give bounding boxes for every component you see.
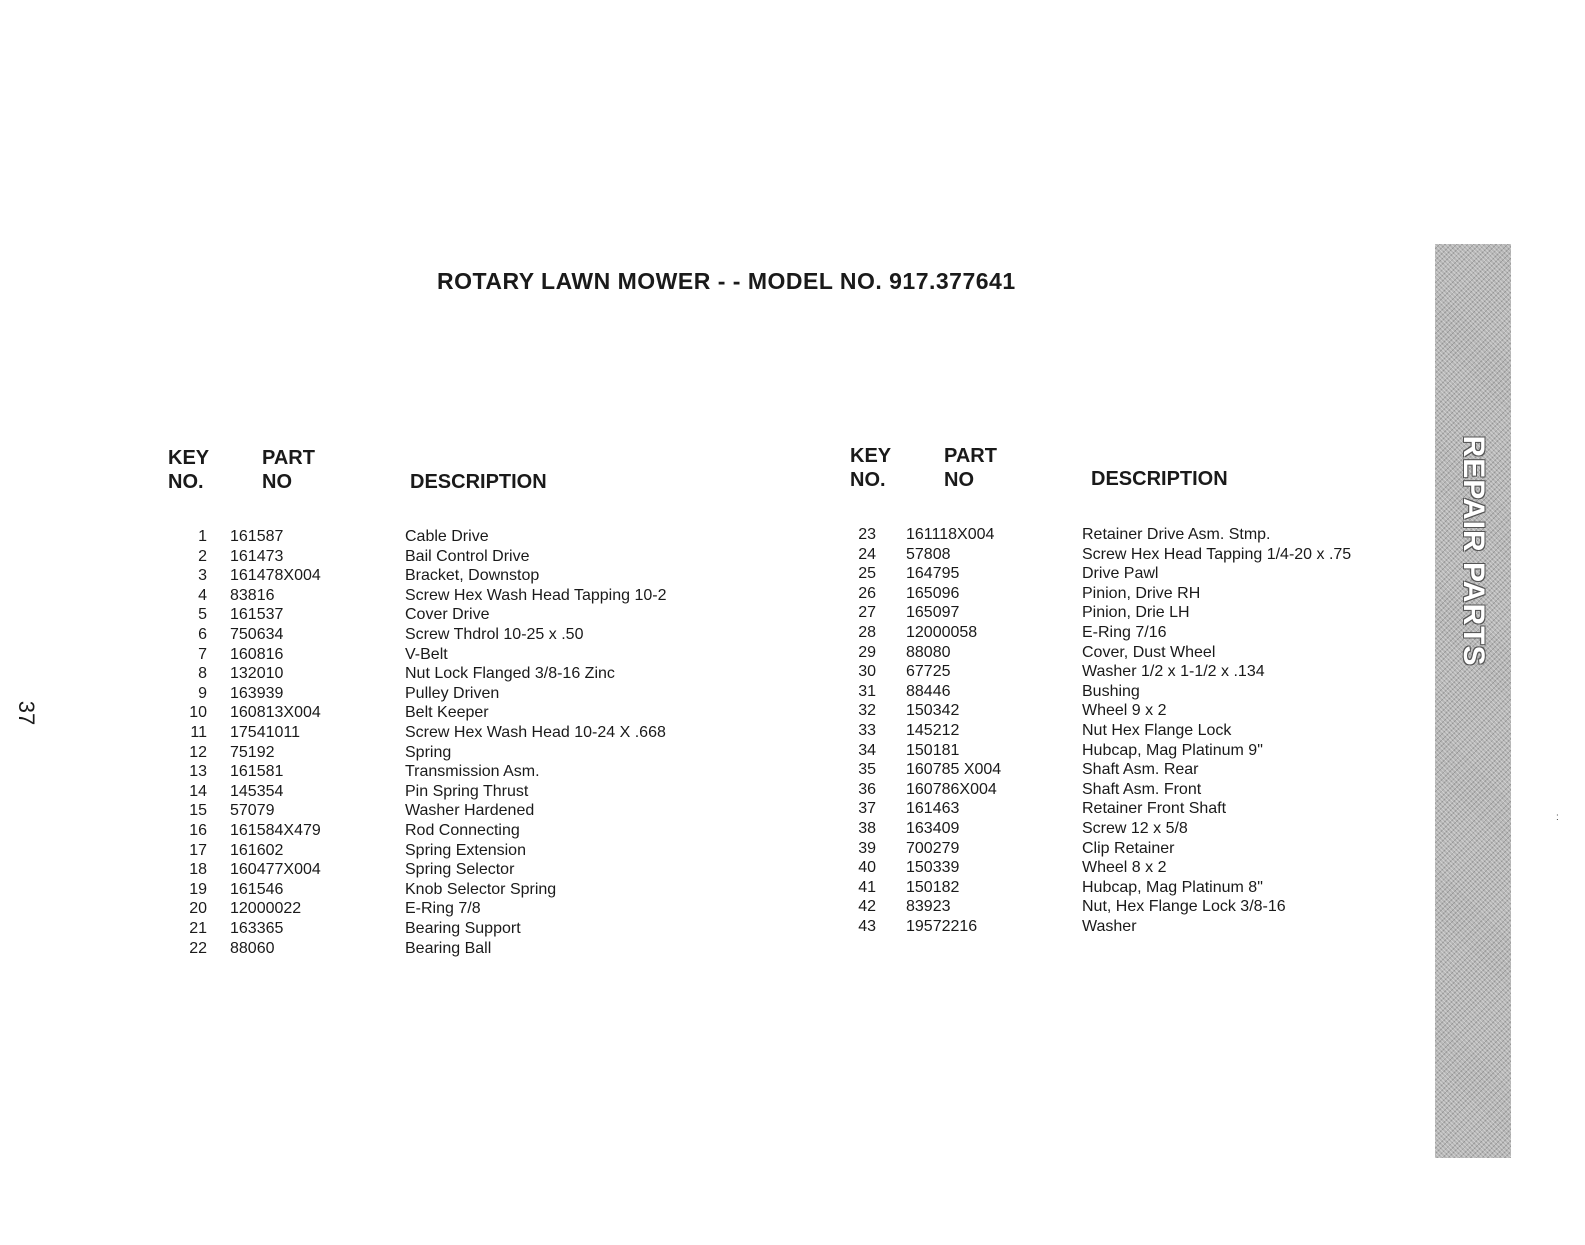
part-description: Hubcap, Mag Platinum 9" [1082, 741, 1263, 759]
key-number: 15 [189, 802, 207, 820]
list-item [0, 760, 1400, 780]
part-number: 163365 [230, 920, 284, 937]
key-number: 12 [189, 743, 207, 761]
key-number: 36 [858, 780, 876, 798]
right-header-key-line1: KEY [850, 445, 892, 467]
part-number: 88080 [906, 643, 951, 661]
part-description: Washer 1/2 x 1-1/2 x .134 [1082, 663, 1265, 681]
list-item [0, 878, 1400, 898]
right-header-part-line1: PART [944, 445, 997, 467]
part-description: Bearing Support [405, 920, 521, 937]
part-number: 150339 [906, 859, 960, 877]
part-description: Nut Hex Flange Lock [1082, 722, 1232, 739]
part-description: Pinion, Drive RH [1082, 584, 1201, 602]
key-number: 13 [189, 763, 207, 781]
part-number: 161546 [230, 880, 284, 898]
key-number: 35 [858, 761, 876, 779]
key-number: 17 [189, 841, 207, 859]
key-number: 41 [858, 878, 876, 896]
list-item [0, 741, 1400, 761]
part-description: Hubcap, Mag Platinum 8" [1082, 878, 1263, 896]
key-number: 32 [858, 702, 876, 720]
part-number: 12000022 [230, 900, 302, 918]
list-item [0, 584, 1400, 604]
key-number: 38 [858, 820, 876, 837]
part-number: 75192 [230, 743, 275, 761]
part-number: 165096 [906, 584, 960, 602]
part-description: Screw Thdrol 10-25 x .50 [405, 626, 584, 643]
part-description: Knob Selector Spring [405, 880, 557, 898]
part-number: 150181 [906, 741, 960, 759]
part-description: Pinion, Drie LH [1082, 604, 1190, 622]
key-number: 6 [198, 626, 207, 643]
repair-parts-tab [1435, 244, 1511, 1158]
part-description: Retainer Front Shaft [1082, 800, 1227, 818]
part-number: 160786X004 [906, 780, 997, 798]
part-number: 132010 [230, 665, 284, 683]
key-number: 40 [858, 859, 876, 877]
part-number: 17541011 [230, 724, 300, 741]
part-number: 57808 [906, 545, 951, 563]
left-header-part [262, 446, 315, 494]
part-number: 160813X004 [230, 704, 321, 722]
part-number: 165097 [906, 604, 960, 622]
part-number: 19572216 [906, 918, 978, 935]
part-description: E-Ring 7/8 [405, 900, 481, 918]
part-number: 67725 [906, 663, 951, 681]
list-item [0, 545, 1400, 565]
part-number: 88060 [230, 939, 275, 957]
part-description: Screw Hex Head Tapping 1/4-20 x .75 [1082, 545, 1352, 563]
part-description: Wheel 9 x 2 [1082, 702, 1167, 720]
part-description: Cover Drive [405, 606, 490, 624]
list-item [0, 721, 1400, 741]
key-number: 34 [858, 741, 876, 759]
part-description: Nut Lock Flanged 3/8-16 Zinc [405, 665, 615, 683]
part-description: Nut, Hex Flange Lock 3/8-16 [1082, 898, 1286, 916]
part-number: 700279 [906, 839, 960, 857]
key-number: 42 [858, 898, 876, 916]
list-item [0, 839, 1400, 859]
list-item [0, 623, 1400, 643]
list-item [0, 682, 1400, 702]
part-description: Retainer Drive Asm. Stmp. [1082, 526, 1271, 543]
part-description: Pulley Driven [405, 684, 500, 702]
key-number: 26 [858, 584, 876, 602]
key-number: 4 [198, 586, 207, 604]
part-number: 160785 X004 [906, 761, 1002, 779]
part-number: 161537 [230, 606, 284, 624]
part-number: 161473 [230, 547, 284, 565]
part-description: E-Ring 7/16 [1082, 624, 1167, 641]
list-item [0, 858, 1400, 878]
part-number: 88446 [906, 682, 951, 700]
list-item [0, 643, 1400, 663]
part-number: 161587 [230, 528, 284, 545]
part-description: Cable Drive [405, 528, 489, 545]
left-header-part-line1: PART [262, 447, 315, 469]
left-header-part-line2: NO [262, 471, 292, 493]
key-number: 9 [198, 684, 207, 702]
right-header-part [944, 444, 997, 492]
list-item [0, 525, 1400, 545]
part-description: Drive Pawl [1082, 565, 1159, 583]
right-header-key [850, 444, 891, 492]
part-number: 83816 [230, 586, 275, 604]
key-number: 43 [858, 918, 876, 935]
left-header-key-line2: NO. [168, 471, 204, 493]
key-number: 29 [858, 643, 876, 661]
part-description: Shaft Asm. Rear [1082, 761, 1199, 779]
list-item [0, 662, 1400, 682]
key-number: 24 [858, 545, 876, 563]
key-number: 19 [189, 880, 207, 898]
key-number: 11 [190, 724, 207, 741]
key-number: 23 [858, 526, 876, 543]
part-description: Wheel 8 x 2 [1082, 859, 1167, 877]
part-number: 160477X004 [230, 861, 321, 879]
right-header-key-line2: NO. [850, 469, 886, 491]
right-header-part-line2: NO [944, 469, 974, 491]
key-number: 28 [858, 624, 876, 641]
repair-parts-tab-label: REPAIR PARTS [1457, 435, 1490, 667]
key-number: 39 [858, 839, 876, 857]
key-number: 27 [858, 604, 876, 622]
key-number: 1 [198, 528, 207, 545]
part-description: Spring Extension [405, 841, 526, 859]
key-number: 20 [189, 900, 207, 918]
left-header-key-line1: KEY [168, 447, 210, 469]
part-number: 83923 [906, 898, 951, 916]
part-number: 145212 [906, 722, 960, 739]
part-description: Transmission Asm. [405, 763, 540, 781]
part-description: Rod Connecting [405, 822, 520, 839]
list-item [0, 780, 1400, 800]
key-number: 33 [858, 722, 876, 739]
part-number: 160816 [230, 645, 284, 663]
part-description: Washer Hardened [405, 802, 535, 820]
part-number: 161602 [230, 841, 284, 859]
page-number: 37 [14, 700, 40, 726]
key-number: 21 [189, 920, 207, 937]
part-description: Bushing [1082, 682, 1140, 700]
part-number: 161118X004 [906, 526, 995, 543]
part-description: Belt Keeper [405, 704, 489, 722]
part-number: 150182 [906, 878, 960, 896]
list-item [0, 939, 1400, 959]
part-number: 161463 [906, 800, 960, 818]
list-item [0, 701, 1400, 721]
part-number: 57079 [230, 802, 275, 820]
list-item [0, 917, 1400, 937]
part-description: Spring Selector [405, 861, 515, 879]
key-number: 3 [198, 567, 207, 585]
key-number: 37 [858, 800, 876, 818]
part-description: Spring [405, 743, 452, 761]
part-description: Screw 12 x 5/8 [1082, 820, 1188, 837]
part-description: Screw Hex Wash Head 10-24 X .668 [405, 724, 666, 741]
part-description: Washer [1082, 918, 1137, 935]
key-number: 7 [198, 645, 207, 663]
list-item [0, 603, 1400, 623]
key-number: 8 [198, 665, 207, 683]
left-header-key [168, 446, 209, 494]
part-description: Shaft Asm. Front [1082, 780, 1202, 798]
part-number: 163409 [906, 820, 960, 837]
part-description: Bearing Ball [405, 939, 492, 957]
part-number: 163939 [230, 684, 284, 702]
left-header-description: DESCRIPTION [410, 471, 547, 493]
right-header-description: DESCRIPTION [1091, 468, 1228, 490]
part-description: Cover, Dust Wheel [1082, 643, 1216, 661]
part-number: 161478X004 [230, 567, 321, 585]
part-number: 161584X479 [230, 822, 321, 839]
part-description: Clip Retainer [1082, 839, 1175, 857]
list-item [0, 819, 1400, 839]
key-number: 18 [189, 861, 207, 879]
key-number: 30 [858, 663, 876, 681]
key-number: 16 [189, 822, 207, 839]
key-number: 14 [189, 782, 207, 800]
key-number: 10 [189, 704, 207, 722]
part-description: V-Belt [405, 645, 448, 663]
part-description: Bail Control Drive [405, 547, 530, 565]
part-description: Bracket, Downstop [405, 567, 540, 585]
key-number: 2 [198, 547, 207, 565]
key-number: 22 [189, 939, 207, 957]
key-number: 5 [198, 606, 207, 624]
part-number: 750634 [230, 626, 284, 643]
list-item [0, 564, 1400, 584]
part-number: 12000058 [906, 624, 978, 641]
part-description: Screw Hex Wash Head Tapping 10-2 [405, 586, 667, 604]
part-number: 164795 [906, 565, 960, 583]
part-number: 150342 [906, 702, 960, 720]
part-number: 145354 [230, 782, 284, 800]
part-description: Pin Spring Thrust [405, 782, 529, 800]
key-number: 25 [858, 565, 876, 583]
part-number: 161581 [230, 763, 284, 781]
page-title: ROTARY LAWN MOWER - - MODEL NO. 917.377641 [437, 268, 1016, 294]
stray-mark: : [1556, 812, 1559, 823]
key-number: 31 [858, 682, 876, 700]
list-item [0, 799, 1400, 819]
list-item [0, 897, 1400, 917]
